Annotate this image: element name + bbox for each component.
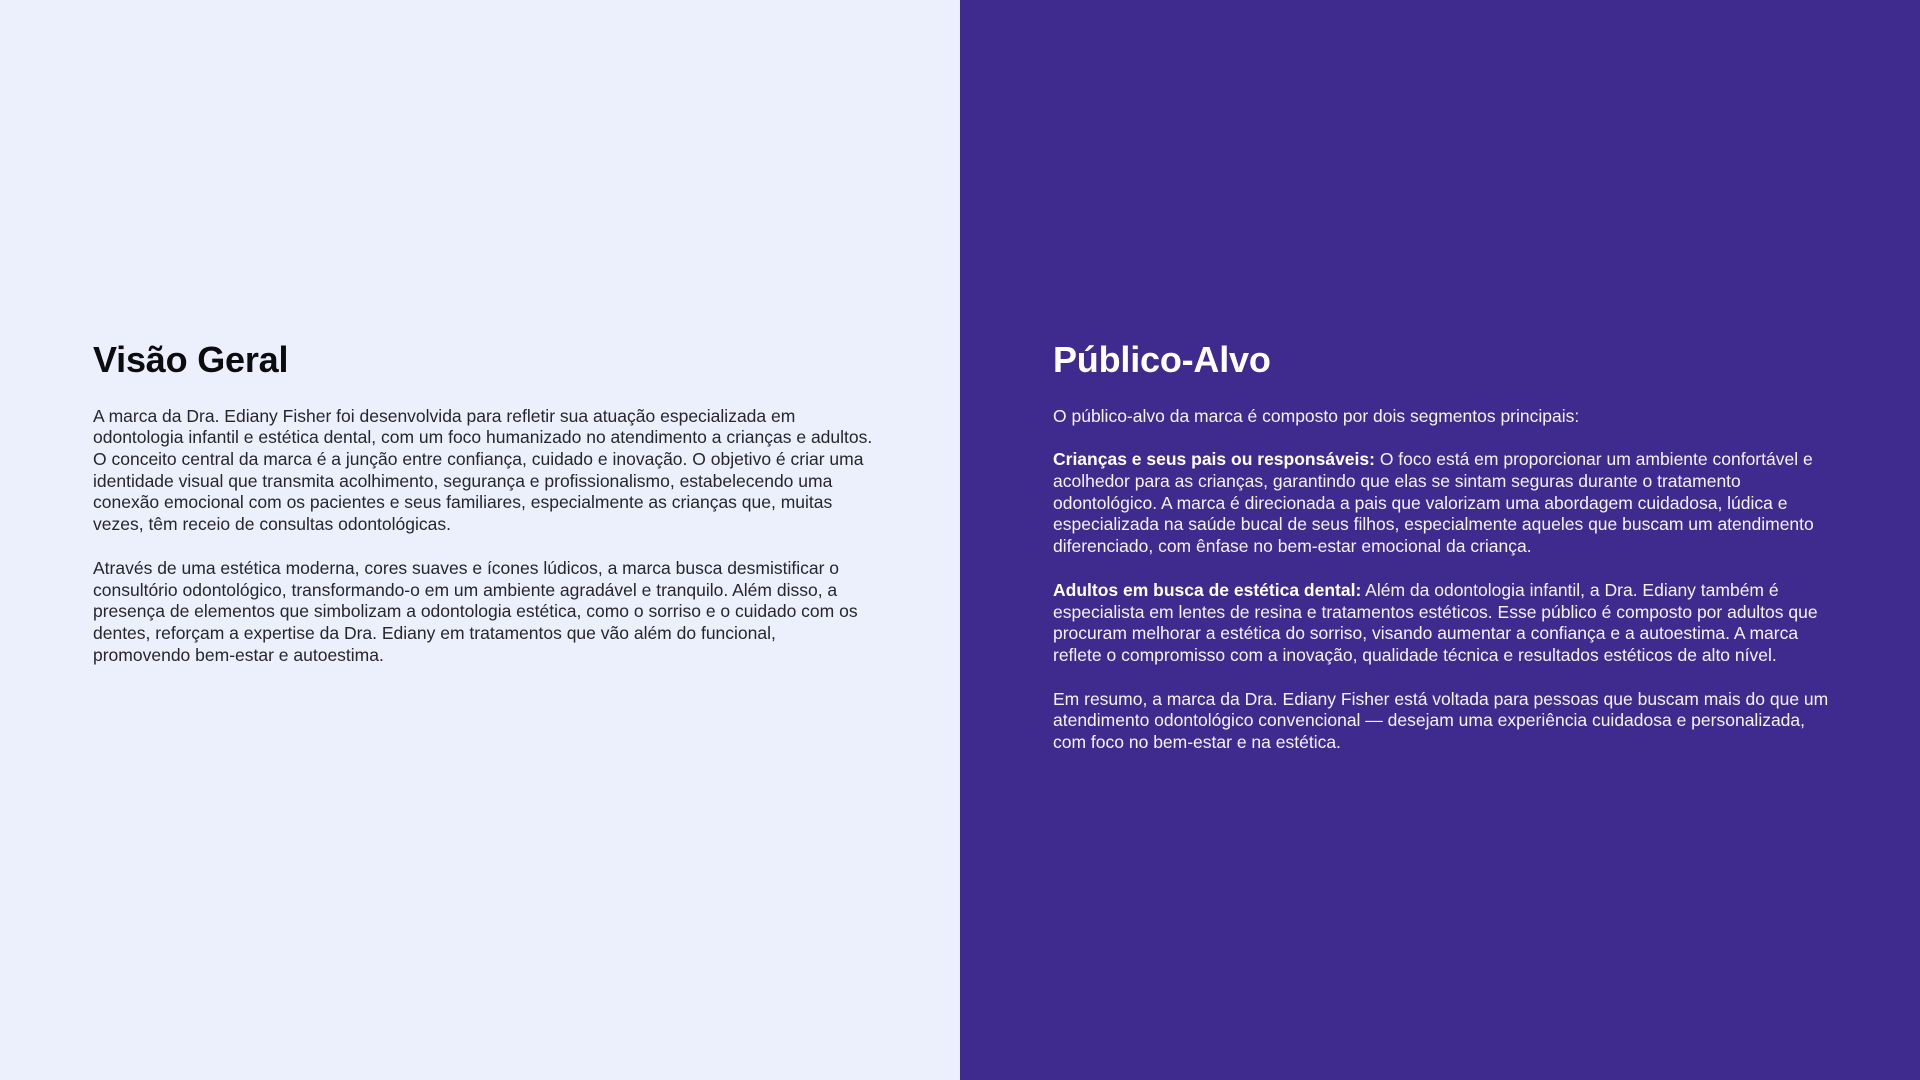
segment-children-label: Crianças e seus pais ou responsáveis: — [1053, 449, 1375, 470]
overview-paragraph-1: A marca da Dra. Ediany Fisher foi desenvolvida para refletir sua atuação especializada em odontologia infantil e estética dental, com um foco humanizado no atendimento a crianças e adultos. O conceito central da marca é a junção entre confiança, cuidado e inovação. O objetivo é criar uma identidade visual que transmita acolhimento, segurança e profissionalismo, estabelecendo uma conexão emocional com os pacientes e seus familiares, especialmente as crianças que, muitas vezes, têm receio de consultas odontológicas. — [93, 405, 873, 535]
audience-summary: Em resumo, a marca da Dra. Ediany Fisher está voltada para pessoas que buscam mais do que um atendimento odontológico convencional — desejam uma experiência cuidadosa e personalizada, com foco no bem-estar e na estética. — [1053, 688, 1829, 753]
audience-content — [1053, 340, 1833, 776]
audience-intro: O público-alvo da marca é composto por dois segmentos principais: — [1053, 405, 1580, 426]
segment-adults-label: Adultos em busca de estética dental: — [1053, 579, 1362, 600]
segment-adults-text: Além da odontologia infantil, a Dra. Ediany também é especialista em lentes de resina e tratamentos estéticos. Esse público é composto por adultos que procuram melhorar a estética do sorriso, visando aumentar a confiança e a autoestima. A marca reflete o compromisso com a inovação, qualidade técnica e resultados estéticos de alto nível. — [1053, 579, 1818, 665]
audience-segment-adults — [1053, 580, 1833, 667]
overview-title: Visão Geral — [93, 339, 289, 380]
audience-panel — [960, 0, 1920, 1080]
audience-title: Público-Alvo — [1053, 339, 1271, 380]
overview-paragraph-2: Através de uma estética moderna, cores suaves e ícones lúdicos, a marca busca desmistificar o consultório odontológico, transformando-o em um ambiente agradável e tranquilo. Além disso, a presença de elementos que simbolizam a odontologia estética, como o sorriso e o cuidado com os dentes, reforçam a expertise da Dra. Ediany em tratamentos que vão além do funcional, promovendo bem-estar e autoestima. — [93, 557, 858, 665]
audience-segment-children — [1053, 449, 1833, 558]
segment-children-text: O foco está em proporcionar um ambiente confortável e acolhedor para as crianças, garantindo que elas se sintam seguras durante o tratamento odontológico. A marca é direcionada a pais que valorizam uma abordagem cuidadosa, lúdica e especializada na saúde bucal de seus filhos, especialmente aqueles que buscam um atendimento diferenciado, com ênfase no bem-estar emocional da criança. — [1053, 449, 1814, 557]
overview-content — [93, 340, 873, 688]
